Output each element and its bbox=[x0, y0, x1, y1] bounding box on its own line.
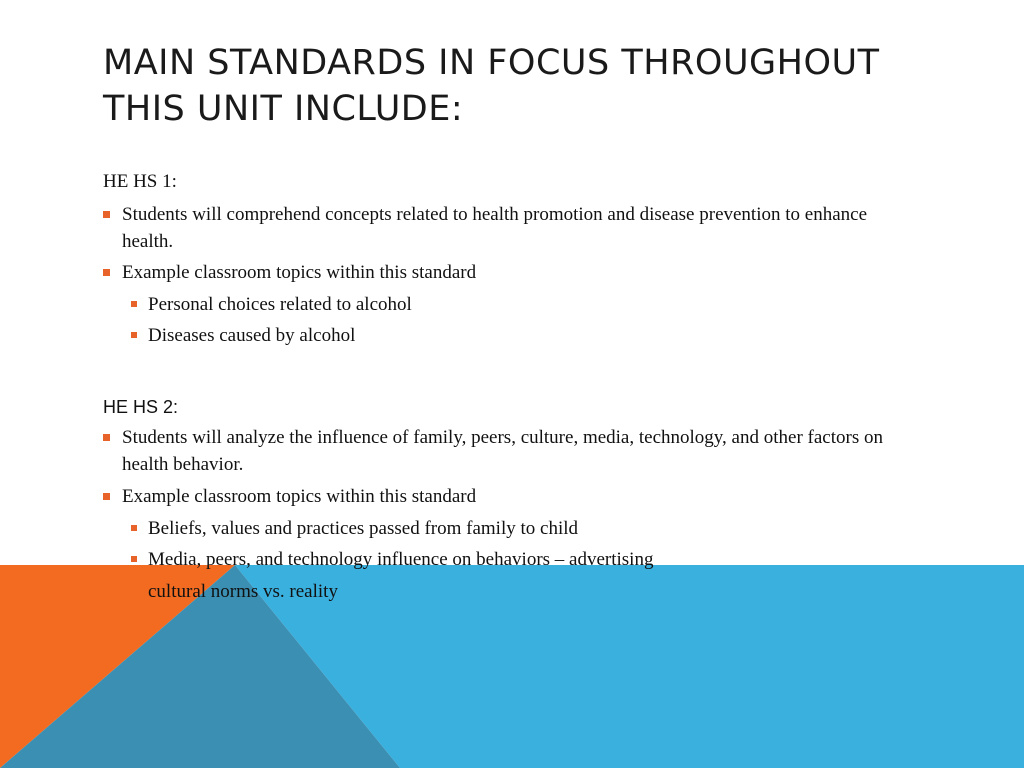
square-bullet-icon bbox=[103, 493, 110, 500]
sub-bullet-item bbox=[148, 322, 928, 349]
bullet-item bbox=[122, 424, 922, 478]
bullet-text: Example classroom topics within this standard bbox=[122, 486, 477, 507]
section-heading-he-hs-1: HE HS 1: bbox=[103, 171, 177, 192]
sub-bullet-text: Media, peers, and technology influence on behaviors – advertising bbox=[148, 549, 654, 570]
square-bullet-icon bbox=[131, 556, 137, 562]
sub-bullet-text: Beliefs, values and practices passed from family to child bbox=[148, 518, 579, 539]
sub-bullet-text: Diseases caused by alcohol bbox=[148, 325, 356, 346]
square-bullet-icon bbox=[131, 525, 137, 531]
section-heading-he-hs-2: HE HS 2: bbox=[103, 397, 179, 417]
bullet-text: Students will analyze the influence of family, peers, culture, media, technology, and other factors on health behavior. bbox=[122, 427, 883, 475]
bullet-item bbox=[122, 259, 922, 286]
sub-bullet-item bbox=[148, 546, 928, 573]
square-bullet-icon bbox=[131, 301, 137, 307]
square-bullet-icon bbox=[103, 434, 110, 441]
square-bullet-icon bbox=[103, 269, 110, 276]
square-bullet-icon bbox=[103, 211, 110, 218]
sub-bullet-continuation: cultural norms vs. reality bbox=[148, 581, 338, 602]
sub-bullet-item bbox=[148, 515, 928, 542]
sub-bullet-text: Personal choices related to alcohol bbox=[148, 294, 412, 315]
bullet-item bbox=[122, 201, 922, 255]
sub-bullet-item bbox=[148, 291, 928, 318]
bullet-text: Example classroom topics within this standard bbox=[122, 262, 477, 283]
bullet-item bbox=[122, 483, 922, 510]
square-bullet-icon bbox=[131, 332, 137, 338]
slide-title: MAIN STANDARDS IN FOCUS THROUGHOUT THIS UNIT INCLUDE: bbox=[103, 43, 880, 129]
bullet-text: Students will comprehend concepts related to health promotion and disease prevention to enhance health. bbox=[122, 204, 867, 252]
